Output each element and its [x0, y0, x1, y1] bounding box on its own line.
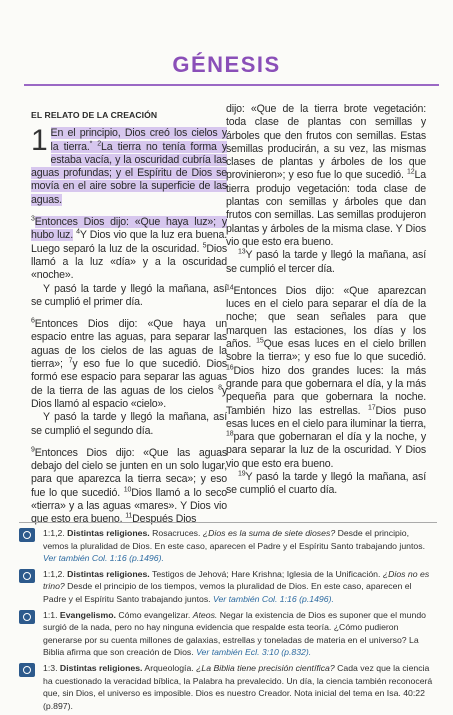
title-rule — [24, 84, 439, 86]
note-icon — [19, 569, 35, 583]
note-icon — [19, 610, 35, 624]
verse-block-6: $^6$Entonces Dios dijo: «Que haya un espacio entre las aguas, para separar las aguas de los cielos de las aguas de la tierra»; $^7$y eso fue lo que sucedió. Dios formó ese espacio para separar las aguas de la tierra de las aguas de los cielos $^8$y Dios llamó al espacio «cielo». — [31, 317, 227, 410]
verse-4: Y Dios vio que la luz era buena. Luego separó la luz de la oscuridad. — [31, 229, 228, 255]
study-note: 1:1,2. Distintas religiones. Testigos de Jehová; Hare Krishna; Iglesia de la Unificación. ¿Dios no es trino? Desde el principio de los tiempos, vemos la pluralidad de Dios. En este caso, aparecen el Padre y el Espíritu Santo trabajando juntos. Ver también Col. 1:16 (p.1496). — [19, 568, 437, 606]
study-note: 1:3. Distintas religiones. Arqueología. ¿La Biblia tiene precisión científica? Cada vez que la ciencia ha cuestionado la veracidad bíblica, la Palabra ha prevalecido. Un día, la ciencia también reconocerá que, sin Dios, el universo es imposible. Dios es nuestro Creador. Nota inicial del tema en Isa. 40:22 (p.897). — [19, 662, 437, 712]
study-notes — [19, 522, 437, 715]
verse-8b: Y pasó la tarde y llegó la mañana, así se cumplió el segundo día. — [31, 411, 227, 437]
verse-13: $^{13}$Y pasó la tarde y llegó la mañana, así se cumplió el tercer día. — [226, 248, 426, 275]
left-column — [31, 103, 227, 536]
study-note: 1:1. Evangelismo. Cómo evangelizar. Ateos. Negar la existencia de Dios es suponer que el mundo surgió de la nada, pero no hay ninguna evidencia que respalde esta teoría. ¿Cómo pudieron generarse por su cuenta millones de galaxias, estrellas y toneladas de materia en el universo? La Biblia afirma que son creación de Dios. Ver también Ecl. 3:10 (p.832). — [19, 609, 437, 659]
verse-1: En el principio, Dios creó los cielos y la tierra.* $^2$La tierra no tenía forma y estaba vacía, y la oscuridad cubría las aguas profundas; y el Espíritu de Dios se movía en el aire sobre la superficie de las aguas. — [31, 127, 227, 206]
note-icon — [19, 528, 35, 542]
verse-5b: Y pasó la tarde y llegó la mañana, así se cumplió el primer día. — [31, 282, 227, 308]
section-heading: EL RELATO DE LA CREACIÓN — [31, 110, 158, 120]
note-icon — [19, 663, 35, 677]
verse-11-cont: dijo: «Que de la tierra brote vegetación: toda clase de plantas con semillas y árboles que den frutos con semillas. Estas semillas producirán, a su vez, las mismas clases de plantas y árboles de los que provinieron»; y eso fue lo que sucedió. $^{12}$La tierra produjo vegetación: toda clase de plantas con semillas y árboles que dan frutos con semillas. Las semillas produjeron plantas y árboles de la misma clase. Y Dios vio que esto era bueno. — [226, 103, 426, 248]
cross-reference-link[interactable]: Ver también Ecl. 3:10 (p.832). — [196, 647, 312, 658]
cross-reference-link[interactable]: Ver también Col. 1:16 (p.1496). — [43, 553, 164, 564]
verse-block-9: $^9$Entonces Dios dijo: «Que las aguas debajo del cielo se junten en un solo lugar, para que aparezca la tierra seca»; y eso fue lo que sucedió. $^{10}$Dios llamó a lo seco «tierra» y a las aguas «mares». Y Dios vio que esto era bueno. $^{11}$Después Dios — [31, 446, 227, 526]
verse-block-1 — [31, 124, 227, 207]
verse-3: Entonces Dios dijo: «Que haya luz»; y hubo luz. — [31, 216, 227, 242]
cross-reference-link[interactable]: Ver también Col. 1:16 (p.1496). — [213, 593, 334, 604]
verse-block-14: $^{14}$Entonces Dios dijo: «Que aparezcan luces en el cielo para separar el día de la noche; que sean señales para que marquen las estaciones, los días y los años. $^{15}$Que esas luces en el cielo brillen sobre la tierra»; y eso fue lo que sucedió. $^{16}$Dios hizo dos grandes luces: la más grande para que gobernara el día, y la más pequeña para que gobernara la noche. También hizo las estrellas. $^{17}$Dios puso esas luces en el cielo para iluminar la tierra, $^{18}$para que gobernaran el día y la noche, y para separar la luz de la oscuridad. Y Dios vio que esto era bueno. — [226, 284, 427, 470]
verse-19: $^{19}$Y pasó la tarde y llegó la mañana, así se cumplió el cuarto día. — [226, 470, 426, 497]
right-column — [226, 103, 426, 507]
chapter-number: 1 — [31, 124, 48, 158]
verse-5: Dios llamó a la luz «día» y a la oscuridad «noche». — [31, 242, 227, 282]
verse-block-3: $^3$Entonces Dios dijo: «Que haya luz»; y hubo luz. $^4$Y Dios vio que la luz era buena. Luego separó la luz de la oscuridad. $^5$Dios llamó a la luz «día» y a la oscuridad «noche». — [31, 215, 228, 282]
study-note: 1:1,2. Distintas religiones. Rosacruces. ¿Dios es la suma de siete dioses? Desde el principio, vemos la pluralidad de Dios. En este caso, aparecen el Padre y el Espíritu Santo trabajando juntos. Ver también Col. 1:16 (p.1496). — [19, 527, 437, 565]
book-title: GÉNESIS — [172, 52, 281, 77]
